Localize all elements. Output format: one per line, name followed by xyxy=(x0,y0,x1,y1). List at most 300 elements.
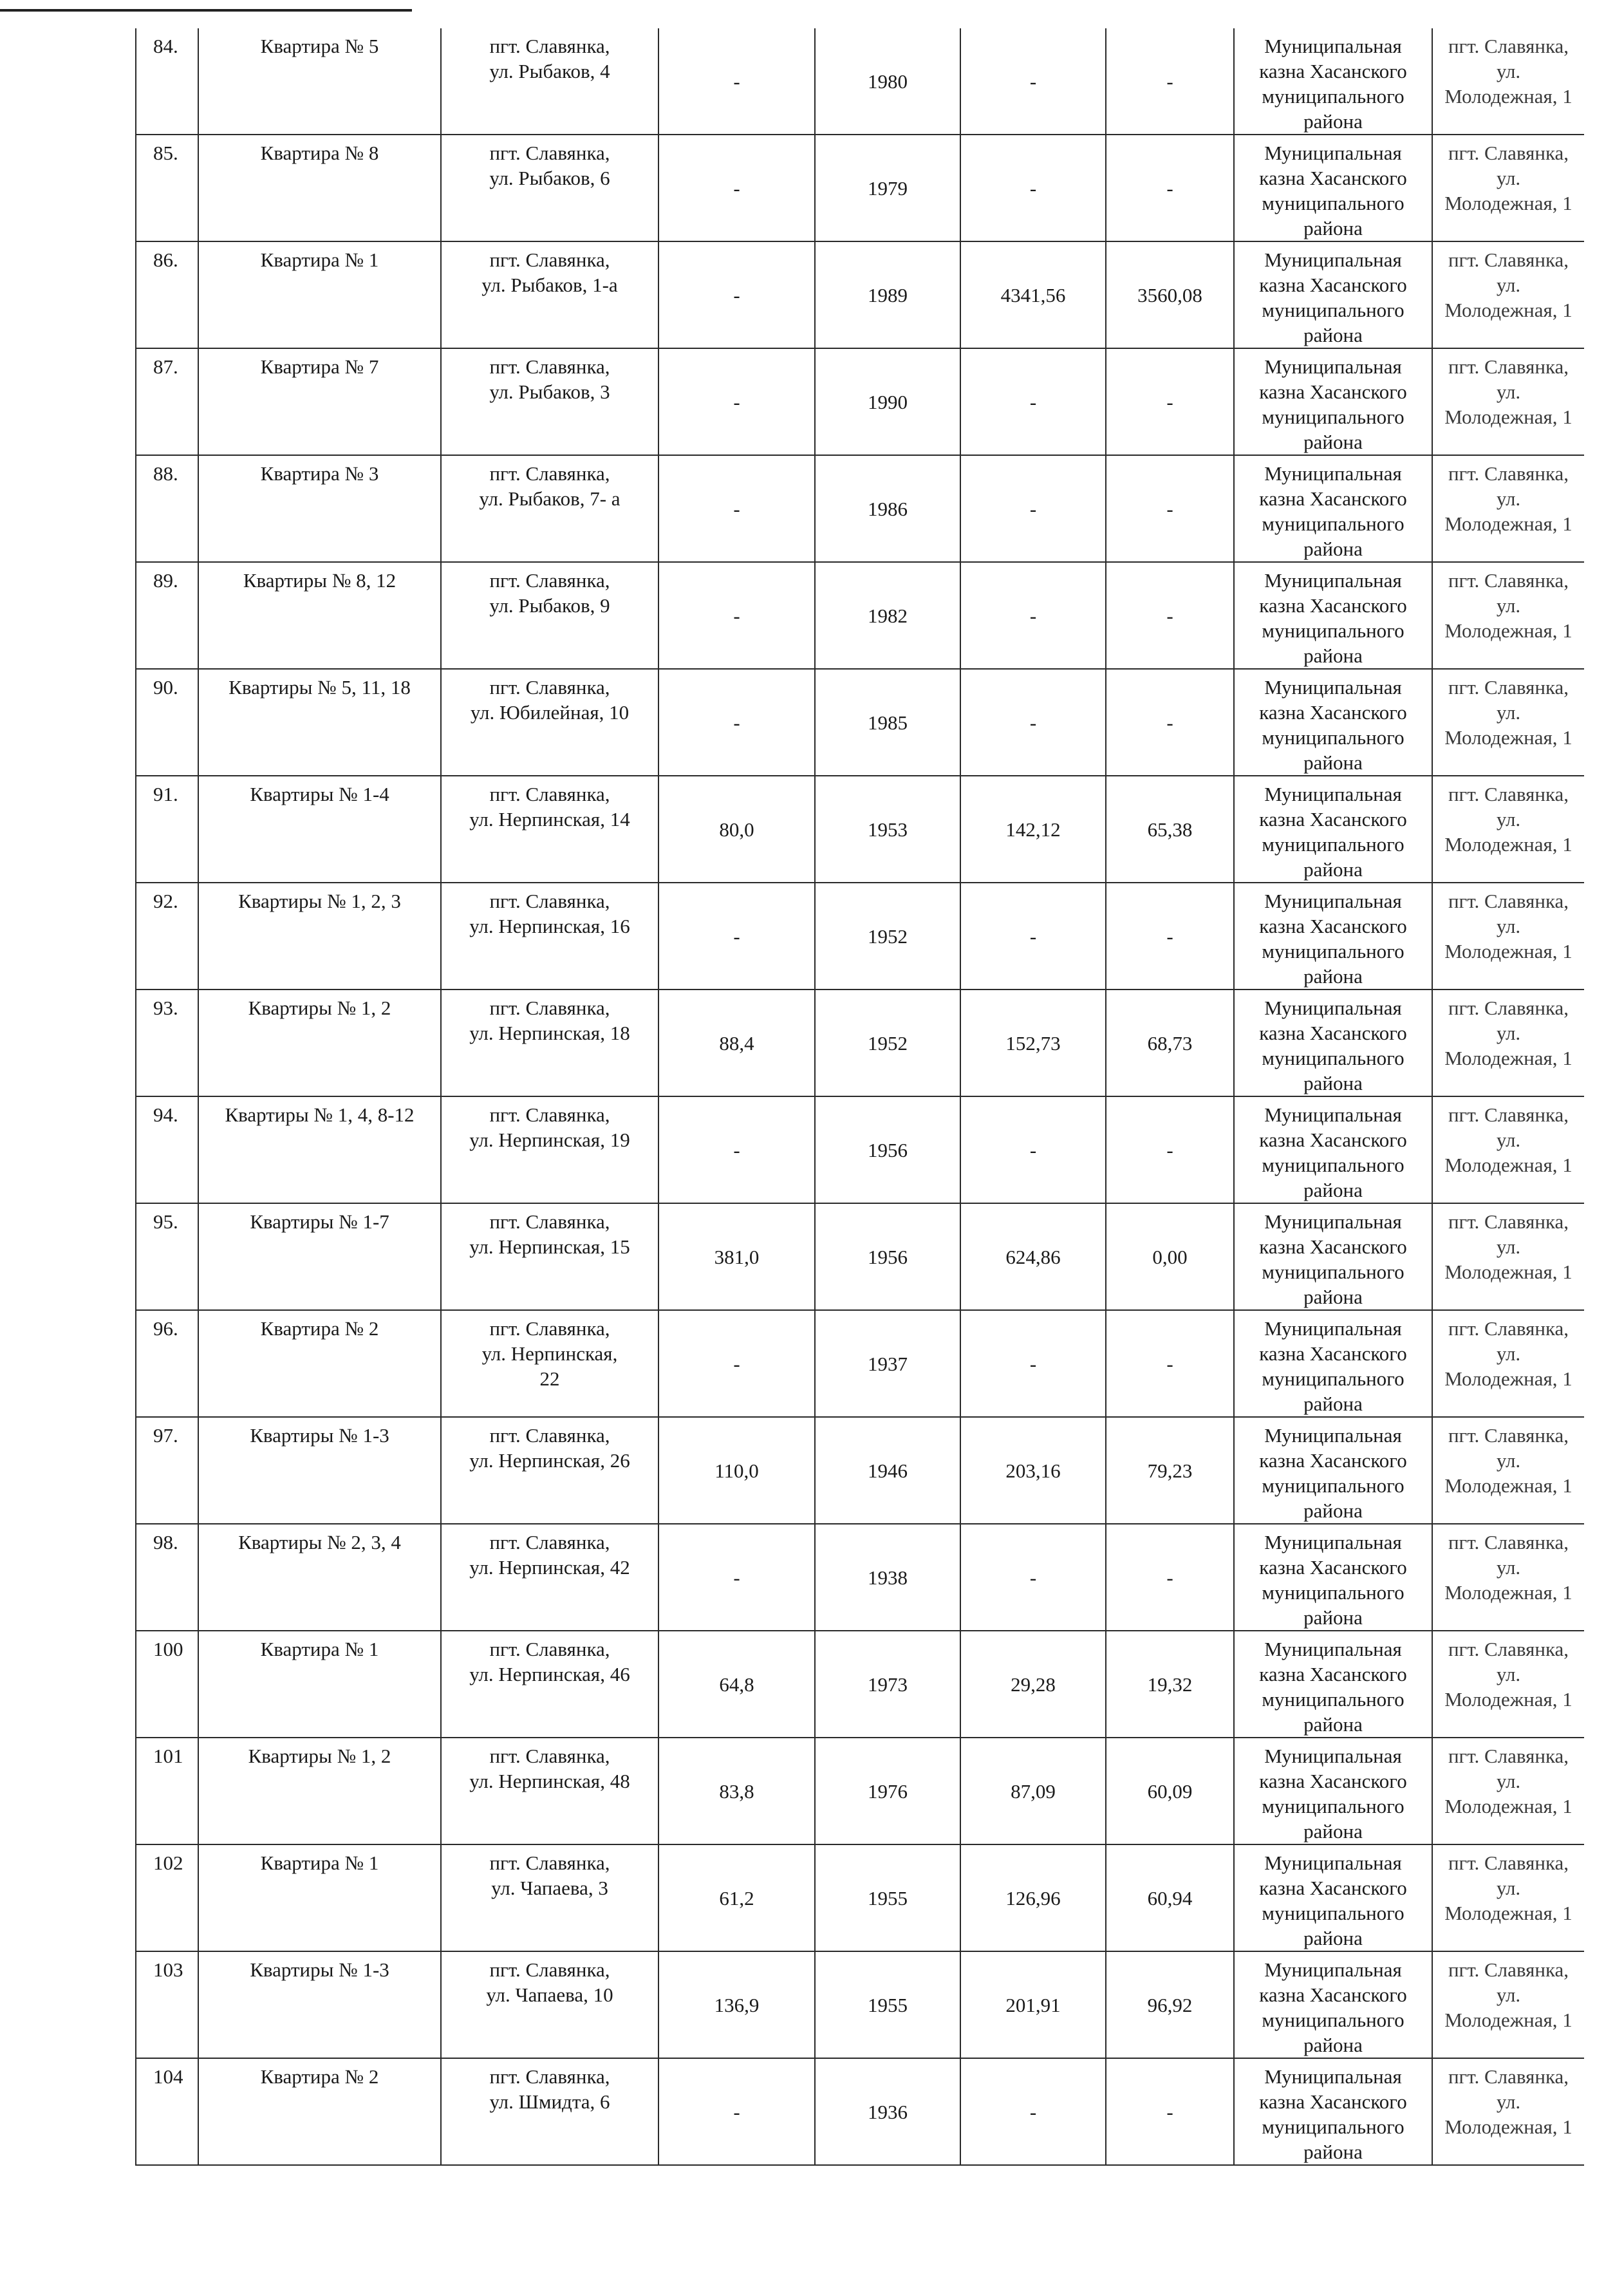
row-number: 94. xyxy=(153,1103,178,1126)
row-number-cell xyxy=(136,1096,198,1203)
holder-address-line: ул. xyxy=(1496,1022,1521,1044)
owner-line: района xyxy=(1303,1393,1363,1415)
construction-year-cell xyxy=(815,1417,960,1524)
object-address-cell xyxy=(441,990,658,1096)
object-address-cell xyxy=(441,1631,658,1738)
balance-cost-cell xyxy=(960,1844,1106,1951)
object-address-line: пгт. Славянка, xyxy=(489,1958,610,1981)
holder-address-cell xyxy=(1432,28,1584,135)
owner-line: казна Хасанского xyxy=(1259,487,1407,510)
owner-line: района xyxy=(1303,858,1363,881)
row-number-cell xyxy=(136,1417,198,1524)
object-address-cell xyxy=(441,1417,658,1524)
owner-line: Муниципальная xyxy=(1264,1745,1402,1767)
balance-cost-cell xyxy=(960,455,1106,562)
residual-cost: 68,73 xyxy=(1147,1031,1193,1055)
object-name: Квартира № 1 xyxy=(260,1638,379,1660)
owner-cell xyxy=(1234,2058,1432,2165)
owner-line: района xyxy=(1303,751,1363,774)
table-row xyxy=(136,135,1584,241)
residual-cost: - xyxy=(1166,390,1173,413)
balance-cost-cell xyxy=(960,776,1106,883)
row-number: 92. xyxy=(153,890,178,912)
object-name-cell xyxy=(198,1096,441,1203)
holder-address-cell xyxy=(1432,1310,1584,1417)
object-address-line: пгт. Славянка, xyxy=(489,1210,610,1233)
object-name-cell xyxy=(198,455,441,562)
construction-year-cell xyxy=(815,990,960,1096)
residual-cost-cell xyxy=(1106,1631,1234,1738)
object-name-cell xyxy=(198,1203,441,1310)
owner-line: района xyxy=(1303,110,1363,133)
construction-year-cell xyxy=(815,1738,960,1844)
holder-address-line: Молодежная, 1 xyxy=(1444,2009,1573,2031)
owner-line: района xyxy=(1303,1072,1363,1094)
row-number: 89. xyxy=(153,569,178,592)
table-row xyxy=(136,1738,1584,1844)
object-address-line: ул. Рыбаков, 3 xyxy=(489,380,610,403)
object-name-cell xyxy=(198,562,441,669)
object-area: 64,8 xyxy=(719,1673,754,1696)
owner-line: муниципального xyxy=(1262,512,1405,535)
owner-line: казна Хасанского xyxy=(1259,1342,1407,1365)
object-area-cell xyxy=(658,241,815,348)
owner-line: района xyxy=(1303,1713,1363,1736)
row-number: 91. xyxy=(153,783,178,805)
owner-line: муниципального xyxy=(1262,1154,1405,1176)
holder-address-line: Молодежная, 1 xyxy=(1444,940,1573,962)
balance-cost-cell xyxy=(960,990,1106,1096)
holder-address-line: ул. xyxy=(1496,808,1521,830)
holder-address-line: пгт. Славянка, xyxy=(1448,1852,1569,1874)
object-name-cell xyxy=(198,135,441,241)
holder-address-line: Молодежная, 1 xyxy=(1444,1474,1573,1497)
owner-line: казна Хасанского xyxy=(1259,808,1407,830)
object-address-cell xyxy=(441,2058,658,2165)
residual-cost-cell xyxy=(1106,1524,1234,1631)
construction-year: 1976 xyxy=(868,1779,908,1803)
object-name-cell xyxy=(198,669,441,776)
holder-address-cell xyxy=(1432,1096,1584,1203)
row-number-cell xyxy=(136,1310,198,1417)
owner-line: Муниципальная xyxy=(1264,1852,1402,1874)
holder-address-line: пгт. Славянка, xyxy=(1448,1531,1569,1553)
owner-cell xyxy=(1234,562,1432,669)
object-area: - xyxy=(733,711,740,734)
owner-cell xyxy=(1234,1738,1432,1844)
row-number-cell xyxy=(136,776,198,883)
row-number-cell xyxy=(136,455,198,562)
holder-address-line: Молодежная, 1 xyxy=(1444,1688,1573,1711)
balance-cost: - xyxy=(1029,497,1037,520)
object-area: - xyxy=(733,1138,740,1161)
holder-address-line: пгт. Славянка, xyxy=(1448,1424,1569,1447)
holder-address-cell xyxy=(1432,776,1584,883)
object-address-line: ул. Нерпинская, 14 xyxy=(469,808,630,830)
residual-cost: 19,32 xyxy=(1147,1673,1193,1696)
row-number: 97. xyxy=(153,1424,178,1447)
construction-year-cell xyxy=(815,241,960,348)
holder-address-cell xyxy=(1432,1738,1584,1844)
owner-cell xyxy=(1234,1524,1432,1631)
residual-cost: - xyxy=(1166,497,1173,520)
object-area: - xyxy=(733,390,740,413)
table-row xyxy=(136,1417,1584,1524)
object-name: Квартиры № 1, 2 xyxy=(248,1745,391,1767)
owner-line: Муниципальная xyxy=(1264,142,1402,164)
owner-cell xyxy=(1234,28,1432,135)
table-row xyxy=(136,669,1584,776)
residual-cost: - xyxy=(1166,70,1173,93)
residual-cost: 60,94 xyxy=(1147,1886,1193,1909)
residual-cost-cell xyxy=(1106,669,1234,776)
residual-cost: 3560,08 xyxy=(1137,283,1202,306)
owner-line: муниципального xyxy=(1262,1581,1405,1604)
residual-cost: - xyxy=(1166,924,1173,948)
owner-cell xyxy=(1234,1844,1432,1951)
owner-line: района xyxy=(1303,1179,1363,1201)
table-row xyxy=(136,28,1584,135)
holder-address-line: пгт. Славянка, xyxy=(1448,2065,1569,2088)
owner-line: муниципального xyxy=(1262,726,1405,749)
holder-address-line: ул. xyxy=(1496,915,1521,937)
balance-cost: 4341,56 xyxy=(1000,283,1066,306)
table-row xyxy=(136,1631,1584,1738)
object-area: - xyxy=(733,1566,740,1589)
holder-address-cell xyxy=(1432,562,1584,669)
holder-address-cell xyxy=(1432,1417,1584,1524)
object-name: Квартиры № 8, 12 xyxy=(243,569,397,592)
object-address-line: ул. Юбилейная, 10 xyxy=(470,701,630,724)
object-address-cell xyxy=(441,348,658,455)
holder-address-line: Молодежная, 1 xyxy=(1444,833,1573,856)
residual-cost: 60,09 xyxy=(1147,1779,1193,1803)
owner-line: муниципального xyxy=(1262,299,1405,321)
object-name: Квартира № 2 xyxy=(260,1317,379,1340)
object-address-line: пгт. Славянка, xyxy=(489,1103,610,1126)
holder-address-line: пгт. Славянка, xyxy=(1448,1638,1569,1660)
object-area-cell xyxy=(658,1203,815,1310)
object-address-line: пгт. Славянка, xyxy=(489,1317,610,1340)
construction-year-cell xyxy=(815,1844,960,1951)
balance-cost-cell xyxy=(960,1203,1106,1310)
owner-line: района xyxy=(1303,1927,1363,1949)
row-number-cell xyxy=(136,2058,198,2165)
object-name-cell xyxy=(198,1524,441,1631)
row-number: 101 xyxy=(153,1745,183,1767)
object-area-cell xyxy=(658,1738,815,1844)
holder-address-line: ул. xyxy=(1496,594,1521,617)
object-address-cell xyxy=(441,562,658,669)
holder-address-line: пгт. Славянка, xyxy=(1448,35,1569,57)
owner-line: казна Хасанского xyxy=(1259,1984,1407,2006)
row-number: 103 xyxy=(153,1958,183,1981)
balance-cost: 142,12 xyxy=(1005,818,1061,841)
holder-address-cell xyxy=(1432,1951,1584,2058)
object-name: Квартиры № 5, 11, 18 xyxy=(229,676,411,699)
construction-year-cell xyxy=(815,776,960,883)
construction-year: 1952 xyxy=(868,924,908,948)
owner-line: района xyxy=(1303,431,1363,453)
holder-address-line: ул. xyxy=(1496,60,1521,82)
row-number-cell xyxy=(136,28,198,135)
owner-line: района xyxy=(1303,965,1363,988)
owner-line: казна Хасанского xyxy=(1259,594,1407,617)
object-address-line: ул. Нерпинская, xyxy=(481,1342,618,1365)
object-name: Квартиры № 1-4 xyxy=(250,783,389,805)
object-name: Квартиры № 1, 4, 8-12 xyxy=(225,1103,415,1126)
object-name-cell xyxy=(198,348,441,455)
object-area: - xyxy=(733,604,740,627)
object-name: Квартиры № 1-3 xyxy=(250,1424,389,1447)
balance-cost: - xyxy=(1029,176,1037,200)
owner-line: района xyxy=(1303,538,1363,560)
construction-year-cell xyxy=(815,669,960,776)
table-row xyxy=(136,1096,1584,1203)
holder-address-line: Молодежная, 1 xyxy=(1444,2115,1573,2138)
owner-line: муниципального xyxy=(1262,1047,1405,1069)
residual-cost: 0,00 xyxy=(1152,1245,1188,1268)
object-name: Квартира № 7 xyxy=(260,355,379,378)
owner-line: муниципального xyxy=(1262,1688,1405,1711)
residual-cost-cell xyxy=(1106,776,1234,883)
holder-address-line: пгт. Славянка, xyxy=(1448,1317,1569,1340)
balance-cost: 29,28 xyxy=(1011,1673,1056,1696)
owner-line: Муниципальная xyxy=(1264,890,1402,912)
residual-cost: 96,92 xyxy=(1147,1993,1193,2016)
table-row xyxy=(136,348,1584,455)
object-address-cell xyxy=(441,1096,658,1203)
balance-cost-cell xyxy=(960,1951,1106,2058)
construction-year: 1990 xyxy=(868,390,908,413)
table-row xyxy=(136,2058,1584,2165)
object-address-line: пгт. Славянка, xyxy=(489,997,610,1019)
object-name: Квартира № 2 xyxy=(260,2065,379,2088)
balance-cost: - xyxy=(1029,711,1037,734)
owner-line: Муниципальная xyxy=(1264,1210,1402,1233)
table-row xyxy=(136,241,1584,348)
object-address-line: пгт. Славянка, xyxy=(489,1745,610,1767)
object-address-cell xyxy=(441,1310,658,1417)
object-area-cell xyxy=(658,2058,815,2165)
owner-line: муниципального xyxy=(1262,2115,1405,2138)
balance-cost-cell xyxy=(960,135,1106,241)
object-address-line: ул. Чапаева, 10 xyxy=(486,1984,613,2006)
row-number: 87. xyxy=(153,355,178,378)
object-name: Квартиры № 1, 2 xyxy=(248,997,391,1019)
owner-cell xyxy=(1234,135,1432,241)
owner-line: муниципального xyxy=(1262,1474,1405,1497)
residual-cost-cell xyxy=(1106,455,1234,562)
construction-year-cell xyxy=(815,28,960,135)
property-registry-table xyxy=(135,28,1584,2166)
owner-line: Муниципальная xyxy=(1264,1531,1402,1553)
holder-address-line: ул. xyxy=(1496,2090,1521,2113)
owner-line: муниципального xyxy=(1262,1261,1405,1283)
construction-year: 1938 xyxy=(868,1566,908,1589)
top-rule xyxy=(0,9,412,12)
row-number: 100 xyxy=(153,1638,183,1660)
object-address-line: пгт. Славянка, xyxy=(489,1852,610,1874)
row-number-cell xyxy=(136,1738,198,1844)
row-number-cell xyxy=(136,1203,198,1310)
holder-address-cell xyxy=(1432,348,1584,455)
owner-line: района xyxy=(1303,2034,1363,2056)
holder-address-line: ул. xyxy=(1496,1129,1521,1151)
owner-line: муниципального xyxy=(1262,2009,1405,2031)
holder-address-line: ул. xyxy=(1496,1984,1521,2006)
residual-cost: - xyxy=(1166,176,1173,200)
holder-address-cell xyxy=(1432,669,1584,776)
balance-cost: - xyxy=(1029,924,1037,948)
object-area-cell xyxy=(658,28,815,135)
row-number: 84. xyxy=(153,35,178,57)
construction-year: 1986 xyxy=(868,497,908,520)
object-area-cell xyxy=(658,776,815,883)
owner-line: муниципального xyxy=(1262,619,1405,642)
object-address-line: пгт. Славянка, xyxy=(489,783,610,805)
holder-address-line: ул. xyxy=(1496,274,1521,296)
row-number: 88. xyxy=(153,462,178,485)
object-address-line: пгт. Славянка, xyxy=(489,355,610,378)
object-area: 136,9 xyxy=(714,1993,760,2016)
construction-year-cell xyxy=(815,1203,960,1310)
object-address-cell xyxy=(441,1203,658,1310)
holder-address-line: пгт. Славянка, xyxy=(1448,462,1569,485)
object-address-cell xyxy=(441,776,658,883)
balance-cost-cell xyxy=(960,1417,1106,1524)
holder-address-line: Молодежная, 1 xyxy=(1444,1902,1573,1924)
object-address-line: пгт. Славянка, xyxy=(489,2065,610,2088)
construction-year: 1982 xyxy=(868,604,908,627)
balance-cost: 126,96 xyxy=(1005,1886,1061,1909)
object-address-cell xyxy=(441,1524,658,1631)
object-area: 88,4 xyxy=(719,1031,754,1055)
residual-cost: - xyxy=(1166,1138,1173,1161)
object-address-line: ул. Нерпинская, 16 xyxy=(469,915,630,937)
row-number-cell xyxy=(136,241,198,348)
object-name: Квартиры № 1, 2, 3 xyxy=(238,890,401,912)
holder-address-line: ул. xyxy=(1496,1877,1521,1899)
object-address-line: ул. Нерпинская, 19 xyxy=(469,1129,630,1151)
holder-address-line: пгт. Славянка, xyxy=(1448,142,1569,164)
owner-line: муниципального xyxy=(1262,192,1405,214)
owner-line: Муниципальная xyxy=(1264,1317,1402,1340)
balance-cost-cell xyxy=(960,669,1106,776)
balance-cost: 152,73 xyxy=(1005,1031,1061,1055)
construction-year: 1973 xyxy=(868,1673,908,1696)
object-area: 61,2 xyxy=(719,1886,754,1909)
table-row xyxy=(136,776,1584,883)
holder-address-line: Молодежная, 1 xyxy=(1444,512,1573,535)
owner-line: казна Хасанского xyxy=(1259,167,1407,189)
construction-year-cell xyxy=(815,348,960,455)
object-area: 83,8 xyxy=(719,1779,754,1803)
residual-cost-cell xyxy=(1106,883,1234,990)
object-area: 80,0 xyxy=(719,818,754,841)
holder-address-line: Молодежная, 1 xyxy=(1444,1581,1573,1604)
row-number: 85. xyxy=(153,142,178,164)
owner-line: Муниципальная xyxy=(1264,1638,1402,1660)
construction-year: 1955 xyxy=(868,1993,908,2016)
owner-line: казна Хасанского xyxy=(1259,60,1407,82)
object-address-line: пгт. Славянка, xyxy=(489,676,610,699)
object-address-line: пгт. Славянка, xyxy=(489,890,610,912)
construction-year: 1952 xyxy=(868,1031,908,1055)
row-number: 90. xyxy=(153,676,178,699)
table-row xyxy=(136,1310,1584,1417)
holder-address-line: ул. xyxy=(1496,1342,1521,1365)
object-name: Квартиры № 1-3 xyxy=(250,1958,389,1981)
owner-cell xyxy=(1234,990,1432,1096)
residual-cost-cell xyxy=(1106,562,1234,669)
object-address-line: ул. Нерпинская, 18 xyxy=(469,1022,630,1044)
object-area-cell xyxy=(658,348,815,455)
owner-cell xyxy=(1234,1096,1432,1203)
object-area: - xyxy=(733,924,740,948)
object-name-cell xyxy=(198,1951,441,2058)
object-address-line: ул. Рыбаков, 6 xyxy=(489,167,610,189)
holder-address-line: пгт. Славянка, xyxy=(1448,676,1569,699)
holder-address-line: ул. xyxy=(1496,1449,1521,1472)
construction-year: 1956 xyxy=(868,1245,908,1268)
object-address-line: пгт. Славянка, xyxy=(489,569,610,592)
owner-cell xyxy=(1234,883,1432,990)
table-row xyxy=(136,990,1584,1096)
residual-cost-cell xyxy=(1106,1844,1234,1951)
owner-line: казна Хасанского xyxy=(1259,701,1407,724)
object-name: Квартира № 5 xyxy=(260,35,379,57)
owner-line: Муниципальная xyxy=(1264,35,1402,57)
owner-line: казна Хасанского xyxy=(1259,1449,1407,1472)
holder-address-line: пгт. Славянка, xyxy=(1448,1103,1569,1126)
construction-year-cell xyxy=(815,1524,960,1631)
object-area: - xyxy=(733,283,740,306)
residual-cost-cell xyxy=(1106,1203,1234,1310)
balance-cost-cell xyxy=(960,28,1106,135)
object-name: Квартира № 3 xyxy=(260,462,379,485)
owner-line: казна Хасанского xyxy=(1259,2090,1407,2113)
holder-address-cell xyxy=(1432,1203,1584,1310)
object-name: Квартиры № 1-7 xyxy=(250,1210,389,1233)
object-name-cell xyxy=(198,990,441,1096)
object-area-cell xyxy=(658,669,815,776)
construction-year-cell xyxy=(815,1631,960,1738)
construction-year: 1979 xyxy=(868,176,908,200)
object-area-cell xyxy=(658,1310,815,1417)
object-address-cell xyxy=(441,1951,658,2058)
holder-address-cell xyxy=(1432,2058,1584,2165)
balance-cost-cell xyxy=(960,1738,1106,1844)
object-area-cell xyxy=(658,1096,815,1203)
object-area-cell xyxy=(658,990,815,1096)
holder-address-cell xyxy=(1432,1844,1584,1951)
object-area-cell xyxy=(658,1951,815,2058)
object-name-cell xyxy=(198,28,441,135)
object-area-cell xyxy=(658,1417,815,1524)
residual-cost: - xyxy=(1166,1566,1173,1589)
owner-line: района xyxy=(1303,1606,1363,1629)
object-name-cell xyxy=(198,1738,441,1844)
holder-address-line: пгт. Славянка, xyxy=(1448,1958,1569,1981)
table-row xyxy=(136,1951,1584,2058)
balance-cost-cell xyxy=(960,1310,1106,1417)
owner-line: Муниципальная xyxy=(1264,1103,1402,1126)
table-row xyxy=(136,1203,1584,1310)
object-address-line: ул. Чапаева, 3 xyxy=(491,1877,608,1899)
object-area: 110,0 xyxy=(714,1459,759,1482)
holder-address-line: пгт. Славянка, xyxy=(1448,1210,1569,1233)
